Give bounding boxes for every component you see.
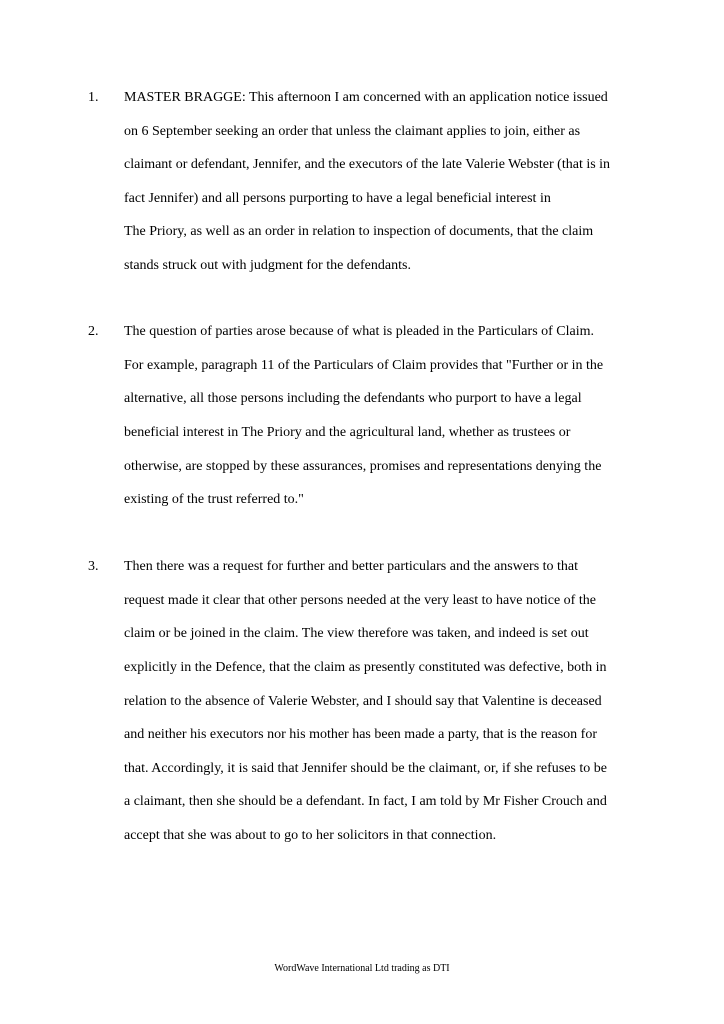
paragraph-line: fact Jennifer) and all persons purporting to have a legal beneficial interest in xyxy=(124,191,551,206)
paragraph-line: relation to the absence of Valerie Webster, and I should say that Valentine is deceased xyxy=(124,694,602,709)
paragraph-line: request made it clear that other persons needed at the very least to have notice of the xyxy=(124,593,596,608)
paragraph-line: claimant or defendant, Jennifer, and the executors of the late Valerie Webster (that is in xyxy=(124,157,611,172)
paragraph-line: otherwise, are stopped by these assurances, promises and representations denying the xyxy=(124,459,602,474)
paragraph-line: MASTER BRAGGE: This afternoon I am concerned with an application notice issued xyxy=(124,90,608,105)
paragraph-line: stands struck out with judgment for the defendants. xyxy=(124,258,411,273)
paragraph-line: and neither his executors nor his mother has been made a party, that is the reason for xyxy=(124,727,597,742)
paragraph-line: beneficial interest in The Priory and the agricultural land, whether as trustees or xyxy=(124,425,571,440)
paragraph-line: The question of parties arose because of what is pleaded in the Particulars of Claim. xyxy=(124,324,595,339)
paragraph-line: accept that she was about to go to her solicitors in that connection. xyxy=(124,828,497,843)
paragraph-line: The Priory, as well as an order in relation to inspection of documents, that the claim xyxy=(124,224,594,239)
paragraph-number: 3. xyxy=(88,559,99,574)
paragraph-line: existing of the trust referred to." xyxy=(124,492,304,507)
paragraph-number: 2. xyxy=(88,324,99,339)
paragraph-line: on 6 September seeking an order that unless the claimant applies to join, either as xyxy=(124,124,581,139)
paragraph-line: that. Accordingly, it is said that Jennifer should be the claimant, or, if she refuses to be xyxy=(124,761,607,776)
paragraph-line: explicitly in the Defence, that the claim as presently constituted was defective, both in xyxy=(124,660,607,675)
paragraph-line: alternative, all those persons including the defendants who purport to have a legal xyxy=(124,391,582,406)
paragraph-line: claim or be joined in the claim. The view therefore was taken, and indeed is set out xyxy=(124,626,589,641)
paragraph-line: Then there was a request for further and better particulars and the answers to that xyxy=(124,559,579,574)
page-footer: WordWave International Ltd trading as DTI xyxy=(274,963,450,974)
paragraph-number: 1. xyxy=(88,90,99,105)
paragraph-line: For example, paragraph 11 of the Particulars of Claim provides that "Further or in the xyxy=(124,358,604,373)
paragraph-line: a claimant, then she should be a defendant. In fact, I am told by Mr Fisher Crouch and xyxy=(124,794,607,809)
